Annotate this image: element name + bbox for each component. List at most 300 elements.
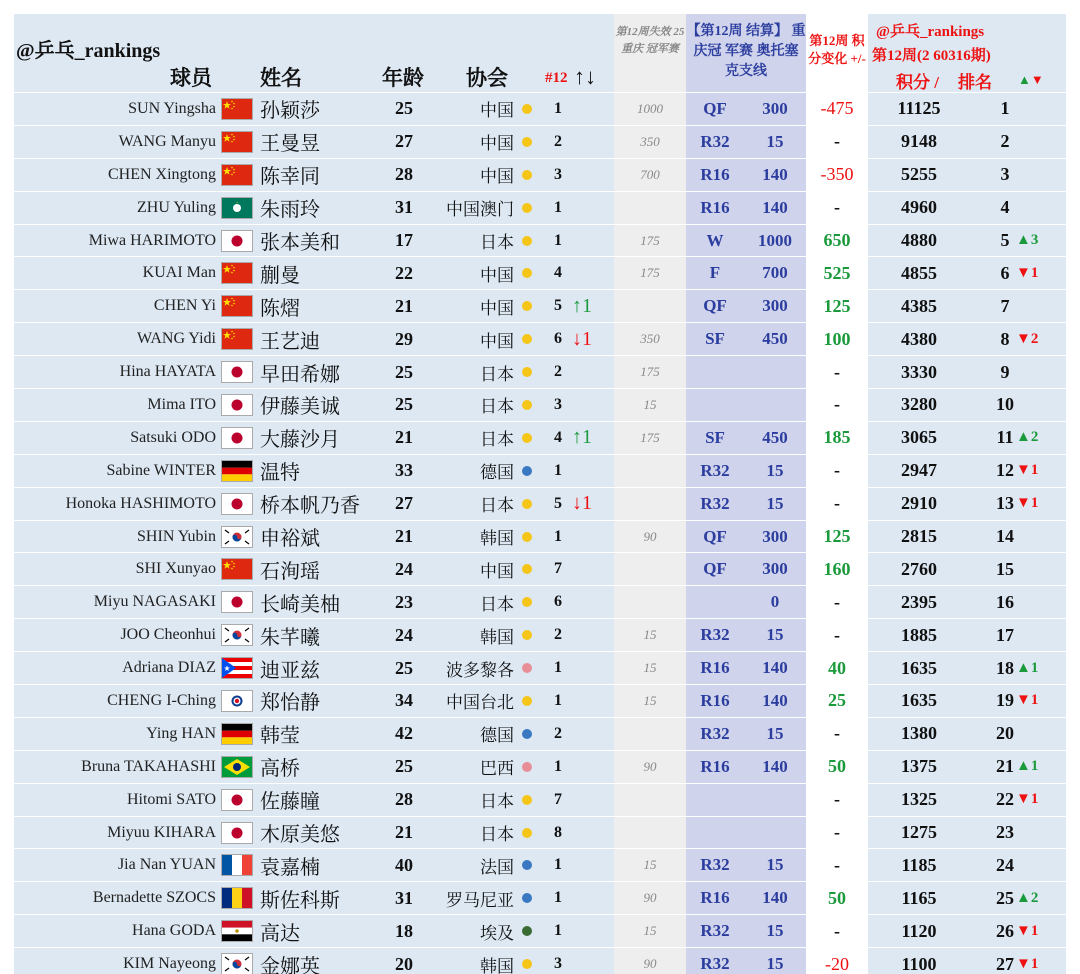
world-rank: 15 xyxy=(996,558,1014,579)
association-rank: 1 xyxy=(554,99,562,117)
player-association: 日本 xyxy=(480,233,514,253)
association-dot-icon xyxy=(522,564,532,574)
flag-icon xyxy=(221,493,253,515)
total-points: 2947 xyxy=(901,460,937,481)
player-association: 韩国 xyxy=(480,627,514,648)
player-chinese-name: 金娜英 xyxy=(260,953,320,974)
table-row xyxy=(0,322,1080,355)
lost-points xyxy=(614,817,686,849)
flag-icon xyxy=(221,756,253,778)
lost-points: 350 xyxy=(640,133,660,149)
flag-icon xyxy=(221,295,253,317)
total-points: 3330 xyxy=(901,361,937,382)
player-chinese-name: 早田希娜 xyxy=(260,361,340,386)
week-round: QF xyxy=(703,296,727,316)
lost-points xyxy=(614,718,686,750)
player-age: 42 xyxy=(395,723,413,744)
lost-points: 175 xyxy=(640,232,660,248)
association-dot-icon xyxy=(522,236,532,246)
flag-icon xyxy=(221,328,253,350)
week-round: R32 xyxy=(700,131,730,151)
lost-points: 90 xyxy=(643,758,657,774)
total-points: 4380 xyxy=(901,328,937,349)
player-association: 日本 xyxy=(480,496,514,517)
total-points: 3280 xyxy=(901,394,937,415)
points-change: 50 xyxy=(828,887,846,908)
association-rank: 2 xyxy=(554,724,562,742)
down-triangle-icon: ▼ xyxy=(1030,72,1044,87)
rank-movement: ▲2 xyxy=(1016,889,1039,906)
player-chinese-name: 高桥 xyxy=(260,756,300,781)
association-dot-icon xyxy=(522,762,532,772)
points-change: 160 xyxy=(823,558,851,579)
player-age: 21 xyxy=(395,295,413,316)
points-change: - xyxy=(834,789,840,810)
player-chinese-name: 长崎美柚 xyxy=(260,591,340,616)
player-age: 18 xyxy=(395,920,413,941)
player-association: 韩国 xyxy=(480,956,514,974)
total-points: 4960 xyxy=(901,197,937,218)
flag-icon xyxy=(221,591,253,613)
week-points: 140 xyxy=(762,197,788,217)
association-dot-icon xyxy=(522,334,532,344)
player-english-name: SHI Xunyao xyxy=(135,560,216,578)
points-change: 185 xyxy=(823,427,851,448)
week-round: R32 xyxy=(700,855,730,875)
rank-movement xyxy=(1016,192,1066,224)
week-points: 300 xyxy=(762,296,788,316)
header-name: 姓名 xyxy=(260,66,302,90)
player-english-name: Miwa HARIMOTO xyxy=(88,231,216,249)
player-age: 27 xyxy=(395,131,413,152)
week-round: R32 xyxy=(700,954,730,974)
player-age: 31 xyxy=(395,197,413,218)
rank-movement xyxy=(1016,553,1066,585)
rank-movement: ▲3 xyxy=(1016,232,1039,248)
player-association: 韩国 xyxy=(480,529,514,550)
player-age: 24 xyxy=(395,624,413,645)
total-points: 1885 xyxy=(901,624,937,645)
header-movement xyxy=(1018,72,1044,88)
week-points xyxy=(745,389,805,421)
week-points: 0 xyxy=(770,592,780,612)
player-association: 中国台北 xyxy=(446,693,514,714)
total-points: 9148 xyxy=(901,131,937,152)
world-rank: 7 xyxy=(1000,295,1010,316)
header-points-change: 第12周 积分变化 +/- xyxy=(808,33,866,66)
association-rank: 1 xyxy=(554,231,562,249)
table-body xyxy=(0,92,1080,974)
world-rank: 9 xyxy=(1000,361,1010,382)
association-rank: 7 xyxy=(554,790,562,808)
flag-icon xyxy=(221,887,253,909)
player-association: 波多黎各 xyxy=(446,660,514,681)
player-chinese-name: 佐藤瞳 xyxy=(260,789,320,814)
player-association: 日本 xyxy=(480,364,514,385)
total-points: 2910 xyxy=(901,493,937,514)
player-english-name: CHEN Yi xyxy=(153,297,216,315)
player-association: 日本 xyxy=(480,594,514,615)
table-row xyxy=(0,487,1080,520)
table-row xyxy=(0,552,1080,585)
association-rank: 3 xyxy=(554,955,562,973)
rank-movement xyxy=(1016,817,1066,849)
lost-points: 15 xyxy=(643,660,657,676)
association-rank-change: ↑1 xyxy=(572,426,592,449)
points-change: - xyxy=(834,131,840,152)
points-change: - xyxy=(834,493,840,514)
week-round xyxy=(690,356,740,388)
flag-icon xyxy=(221,164,253,186)
association-dot-icon xyxy=(522,696,532,706)
world-rank: 21 xyxy=(996,756,1014,777)
association-dot-icon xyxy=(522,630,532,640)
points-change: 125 xyxy=(823,526,851,547)
world-rank: 8 xyxy=(1000,328,1010,349)
lost-points xyxy=(614,455,686,487)
table-row xyxy=(0,289,1080,322)
flag-icon xyxy=(221,690,253,712)
association-rank: 5 xyxy=(554,494,562,512)
player-age: 31 xyxy=(395,887,413,908)
rank-movement: ▲2 xyxy=(1016,429,1039,446)
player-chinese-name: 石洵瑶 xyxy=(260,558,320,583)
total-points: 11125 xyxy=(897,98,941,119)
player-age: 28 xyxy=(395,789,413,810)
table-row xyxy=(0,355,1080,388)
points-change: 650 xyxy=(823,230,851,250)
total-points: 4855 xyxy=(901,262,937,283)
points-change: - xyxy=(834,460,840,481)
association-dot-icon xyxy=(522,104,532,114)
week-round: R32 xyxy=(700,460,730,480)
week-points: 140 xyxy=(762,658,788,678)
player-association: 日本 xyxy=(480,430,514,451)
player-age: 25 xyxy=(395,394,413,415)
player-english-name: Bernadette SZOCS xyxy=(92,889,216,907)
association-dot-icon xyxy=(522,597,532,607)
world-rank: 1 xyxy=(1000,98,1010,119)
player-age: 40 xyxy=(395,854,413,875)
header-week-result: 【第12周 结算】 重庆冠 军赛 奥托塞 克支线 xyxy=(686,24,806,79)
week-points: 300 xyxy=(762,559,788,579)
association-dot-icon xyxy=(522,860,532,870)
total-points: 2815 xyxy=(901,526,937,547)
week-points: 15 xyxy=(766,921,784,941)
association-rank: 3 xyxy=(554,165,562,183)
lost-points: 175 xyxy=(640,265,660,281)
points-change: - xyxy=(834,591,840,612)
association-rank: 7 xyxy=(554,560,562,578)
player-english-name: Hana GODA xyxy=(132,922,216,940)
player-association: 埃及 xyxy=(480,923,514,944)
table-header xyxy=(0,14,1080,92)
association-dot-icon xyxy=(522,301,532,311)
lost-points: 90 xyxy=(643,528,657,544)
player-chinese-name: 蒯曼 xyxy=(260,262,300,287)
week-round: QF xyxy=(703,559,727,579)
player-chinese-name: 伊藤美诚 xyxy=(260,394,340,419)
table-row xyxy=(0,520,1080,553)
week-points: 15 xyxy=(766,131,784,151)
player-chinese-name: 韩莹 xyxy=(260,723,300,748)
week-round: R16 xyxy=(700,197,730,217)
points-change: 100 xyxy=(823,328,851,349)
rank-movement xyxy=(1016,126,1066,158)
player-english-name: SUN Yingsha xyxy=(128,99,216,117)
header-player: 球员 xyxy=(170,66,212,90)
total-points: 2395 xyxy=(901,591,937,612)
player-association: 中国 xyxy=(480,298,514,319)
association-rank-change: ↓1 xyxy=(572,492,592,515)
week-round: R16 xyxy=(700,888,730,908)
header-week-rank: #12 xyxy=(545,70,568,86)
header-points: 积分 / xyxy=(896,73,939,92)
player-english-name: Jia Nan YUAN xyxy=(117,856,216,874)
world-rank: 14 xyxy=(996,526,1014,547)
association-rank: 8 xyxy=(554,823,562,841)
table-row xyxy=(0,191,1080,224)
player-age: 25 xyxy=(395,657,413,678)
total-points: 3065 xyxy=(901,427,937,448)
points-change: -475 xyxy=(820,98,854,119)
week-points: 15 xyxy=(766,855,784,875)
association-rank-change: ↑1 xyxy=(572,294,592,317)
table-row xyxy=(0,421,1080,454)
player-association: 德国 xyxy=(480,726,514,747)
world-rank: 13 xyxy=(996,493,1014,514)
total-points: 1635 xyxy=(901,690,937,711)
lost-points: 1000 xyxy=(637,100,663,116)
table-row xyxy=(0,914,1080,947)
association-rank-change: ↓1 xyxy=(572,327,592,350)
total-points: 1120 xyxy=(901,920,937,941)
player-chinese-name: 陈熠 xyxy=(260,295,300,320)
total-points: 1325 xyxy=(901,789,937,810)
rank-movement: ▼2 xyxy=(1016,330,1039,347)
flag-icon xyxy=(221,854,253,876)
player-chinese-name: 朱芊曦 xyxy=(260,624,320,649)
player-chinese-name: 张本美和 xyxy=(260,230,340,254)
table-row xyxy=(0,158,1080,191)
player-age: 33 xyxy=(395,460,413,481)
association-rank: 4 xyxy=(554,428,562,446)
points-change: - xyxy=(834,361,840,382)
brand-title: @乒乓_rankings xyxy=(16,40,161,62)
rank-movement: ▼1 xyxy=(1016,692,1039,709)
week-points: 15 xyxy=(766,723,784,743)
player-age: 22 xyxy=(395,262,413,283)
world-rank: 16 xyxy=(996,591,1014,612)
association-dot-icon xyxy=(522,729,532,739)
header-association: 协会 xyxy=(466,66,508,90)
points-change: 25 xyxy=(828,690,846,711)
flag-icon xyxy=(221,427,253,449)
player-chinese-name: 木原美悠 xyxy=(260,822,340,847)
player-english-name: Honoka HASHIMOTO xyxy=(65,494,216,512)
rank-movement xyxy=(1016,849,1066,881)
week-points xyxy=(745,356,805,388)
flag-icon xyxy=(221,131,253,153)
association-dot-icon xyxy=(522,170,532,180)
association-rank: 5 xyxy=(554,297,562,315)
rank-movement: ▼1 xyxy=(1016,955,1039,972)
week-round xyxy=(690,817,740,849)
points-change: 125 xyxy=(823,295,851,316)
association-rank: 1 xyxy=(554,856,562,874)
player-age: 25 xyxy=(395,756,413,777)
world-rank: 3 xyxy=(1000,164,1010,185)
lost-points xyxy=(614,290,686,322)
table-row xyxy=(0,224,1080,257)
association-rank: 1 xyxy=(554,691,562,709)
player-age: 27 xyxy=(395,493,413,514)
rank-movement xyxy=(1016,619,1066,651)
total-points: 1375 xyxy=(901,756,937,777)
player-age: 20 xyxy=(395,953,413,974)
player-age: 34 xyxy=(395,690,413,711)
player-chinese-name: 高达 xyxy=(260,920,300,945)
week-round: R16 xyxy=(700,690,730,710)
week-points: 140 xyxy=(762,756,788,776)
points-change: 50 xyxy=(828,756,846,777)
world-rank: 24 xyxy=(996,854,1014,875)
rank-movement xyxy=(1016,389,1066,421)
world-rank: 11 xyxy=(996,427,1014,448)
association-dot-icon xyxy=(522,828,532,838)
points-change: - xyxy=(834,920,840,941)
world-rank: 23 xyxy=(996,822,1014,843)
points-change: -350 xyxy=(820,164,854,185)
player-english-name: Hina HAYATA xyxy=(119,363,216,381)
points-change: - xyxy=(834,624,840,645)
rank-movement: ▲1 xyxy=(1016,758,1039,775)
association-rank: 1 xyxy=(554,757,562,775)
association-rank: 2 xyxy=(554,626,562,644)
table-row xyxy=(0,651,1080,684)
association-dot-icon xyxy=(522,499,532,509)
header-rank: 排名 xyxy=(958,73,992,92)
world-rank: 22 xyxy=(996,789,1014,810)
points-change: 525 xyxy=(823,262,851,283)
lost-points xyxy=(614,586,686,618)
world-rank: 12 xyxy=(996,460,1014,481)
player-age: 29 xyxy=(395,328,413,349)
flag-icon xyxy=(221,394,253,416)
player-association: 日本 xyxy=(480,792,514,813)
lost-points: 15 xyxy=(643,923,657,939)
association-dot-icon xyxy=(522,433,532,443)
week-points: 450 xyxy=(762,329,788,349)
world-rank: 20 xyxy=(996,723,1014,744)
world-rank: 27 xyxy=(996,953,1014,974)
player-english-name: Ying HAN xyxy=(146,724,216,742)
world-rank: 25 xyxy=(996,887,1014,908)
table-row xyxy=(0,783,1080,816)
player-association: 中国 xyxy=(480,561,514,582)
week-round: R32 xyxy=(700,625,730,645)
association-dot-icon xyxy=(522,959,532,969)
player-english-name: Sabine WINTER xyxy=(106,461,216,479)
table-row xyxy=(0,454,1080,487)
player-association: 德国 xyxy=(480,463,514,484)
player-english-name: KUAI Man xyxy=(142,264,216,282)
player-age: 25 xyxy=(395,361,413,382)
lost-points xyxy=(614,192,686,224)
association-dot-icon xyxy=(522,137,532,147)
player-chinese-name: 迪亚兹 xyxy=(260,657,320,682)
lost-points: 90 xyxy=(643,890,657,906)
player-english-name: CHEN Xingtong xyxy=(108,165,216,183)
table-row xyxy=(0,750,1080,783)
player-chinese-name: 陈幸同 xyxy=(260,164,320,189)
rank-movement xyxy=(1016,290,1066,322)
association-rank: 1 xyxy=(554,527,562,545)
lost-points: 175 xyxy=(640,429,660,445)
lost-points: 15 xyxy=(643,627,657,643)
flag-icon xyxy=(221,624,253,646)
player-association: 中国 xyxy=(480,265,514,286)
association-dot-icon xyxy=(522,532,532,542)
association-rank: 1 xyxy=(554,889,562,907)
association-dot-icon xyxy=(522,268,532,278)
week-points: 15 xyxy=(766,493,784,513)
player-english-name: Mima ITO xyxy=(147,395,216,413)
flag-icon xyxy=(221,920,253,942)
player-english-name: Satsuki ODO xyxy=(130,428,216,446)
world-rank: 19 xyxy=(996,690,1014,711)
player-chinese-name: 袁嘉楠 xyxy=(260,854,320,879)
world-rank: 5 xyxy=(1000,230,1010,250)
player-age: 23 xyxy=(395,591,413,612)
player-age: 28 xyxy=(395,164,413,185)
association-rank: 2 xyxy=(554,363,562,381)
table-row xyxy=(0,618,1080,651)
up-triangle-icon: ▲ xyxy=(1018,72,1031,87)
world-rank: 26 xyxy=(996,920,1014,941)
week-round: R32 xyxy=(700,723,730,743)
week-points: 15 xyxy=(766,625,784,645)
player-english-name: SHIN Yubin xyxy=(137,527,216,545)
player-english-name: JOO Cheonhui xyxy=(120,626,216,644)
association-rank: 1 xyxy=(554,659,562,677)
points-change: 40 xyxy=(828,657,846,678)
rank-movement: ▼1 xyxy=(1016,922,1039,939)
week-round: R16 xyxy=(700,164,730,184)
total-points: 2760 xyxy=(901,558,937,579)
header-age: 年龄 xyxy=(382,66,424,90)
week-round: W xyxy=(706,230,724,250)
lost-points: 175 xyxy=(640,364,660,380)
points-change: - xyxy=(834,723,840,744)
rank-movement xyxy=(1016,93,1066,125)
player-english-name: KIM Nayeong xyxy=(123,955,216,973)
table-row xyxy=(0,684,1080,717)
week-round: QF xyxy=(703,98,727,118)
player-chinese-name: 桥本帆乃香 xyxy=(260,493,360,518)
points-change: -20 xyxy=(825,953,849,974)
points-change: - xyxy=(834,394,840,415)
world-rank: 6 xyxy=(1000,262,1010,283)
rank-movement xyxy=(1016,718,1066,750)
flag-icon xyxy=(221,657,253,679)
week-points: 450 xyxy=(762,427,788,447)
week-round: R32 xyxy=(700,493,730,513)
lost-points xyxy=(614,553,686,585)
rank-movement: ▼1 xyxy=(1016,264,1039,281)
week-round: SF xyxy=(705,427,725,447)
flag-icon xyxy=(221,558,253,580)
